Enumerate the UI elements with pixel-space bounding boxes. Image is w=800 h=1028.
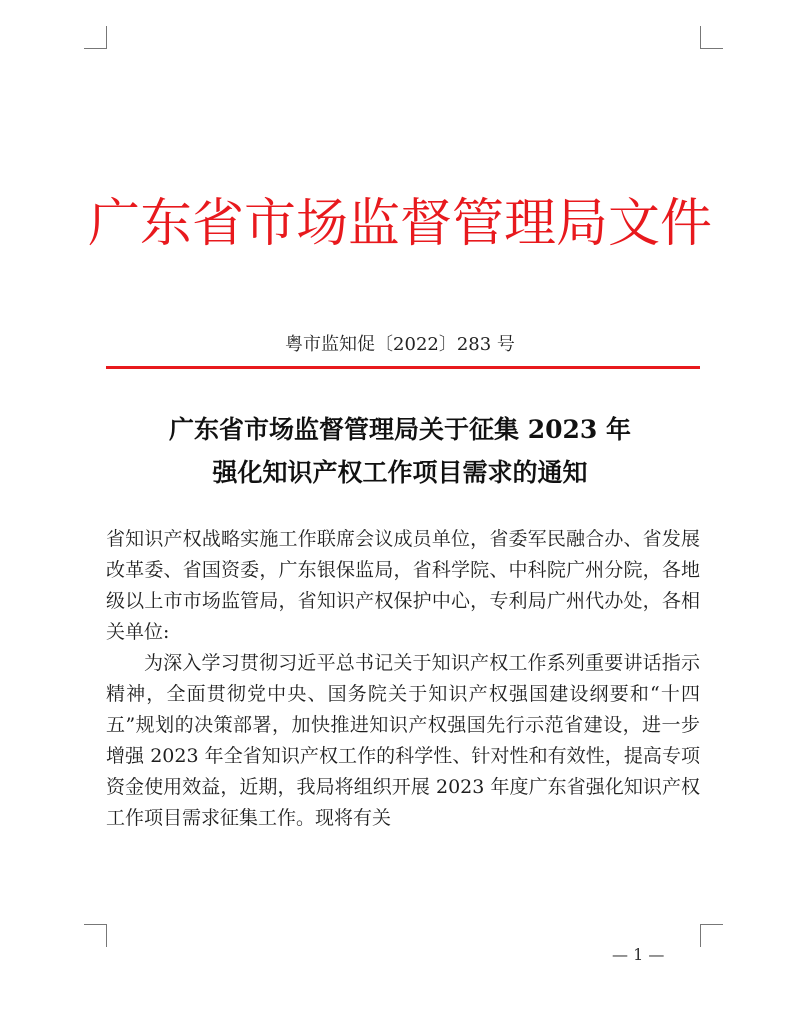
crop-mark-top-left [84, 26, 107, 49]
crop-mark-bottom-right [700, 924, 723, 947]
notice-title-line-2: 强化知识产权工作项目需求的通知 [212, 458, 588, 487]
body-paragraph: 为深入学习贯彻习近平总书记关于知识产权工作系列重要讲话指示精神，全面贯彻党中央、国务院关于知识产权强国建设纲要和“十四五”规划的决策部署，加快推进知识产权强国先行示范省建设，进一步增强 2023 年全省知识产权工作的科学性、针对性和有效性，提高专项资金使用效益，近期，我局将组织开展 2023 年度广东省强化知识产权工作项目需求征集工作。现将有关 [106, 652, 700, 829]
red-separator-rule [106, 366, 700, 369]
crop-mark-top-right [700, 26, 723, 49]
notice-title-line-1: 广东省市场监督管理局关于征集 2023 年 [169, 415, 631, 444]
masthead-title: 广东省市场监督管理局文件 [87, 194, 712, 254]
crop-mark-bottom-left [84, 924, 107, 947]
recipients-paragraph: 省知识产权战略实施工作联席会议成员单位，省委军民融合办、省发展改革委、省国资委，广东银保监局，省科学院、中科院广州分院，各地级以上市市场监管局，省知识产权保护中心，专利局广州代办处，各相关单位: [106, 528, 700, 643]
notice-title [0, 408, 800, 494]
page-number: — 1 — [612, 945, 665, 964]
notice-body [106, 524, 700, 834]
document-number: 粤市监知促〔2022〕283 号 [285, 334, 515, 355]
